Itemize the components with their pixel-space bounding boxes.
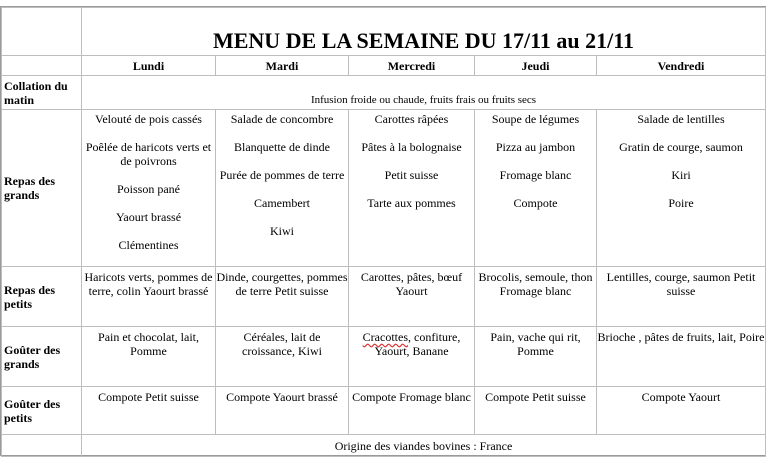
row-label-gouter-petits: Goûter des petits	[2, 387, 82, 435]
dish: Petit suisse	[384, 168, 439, 182]
dish: Salade de lentilles	[637, 112, 725, 126]
corner-cell	[2, 8, 82, 56]
row-label-repas-petits: Repas des petits	[2, 267, 82, 327]
collation-text: Infusion froide ou chaude, fruits frais ou fruits secs	[82, 76, 766, 110]
dish: Poire	[668, 196, 694, 210]
row-label-collation: Collation du matin	[2, 76, 82, 110]
dish: Kiri	[671, 168, 691, 182]
gouter-grands-mercredi-rest: , confiture, Yaourt, Banane	[374, 330, 461, 358]
gouter-petits-mardi: Compote Yaourt brassé	[216, 387, 349, 435]
repas-petits-mercredi: Carottes, pâtes, bœuf Yaourt	[349, 267, 475, 327]
dish: Pâtes à la bolognaise	[361, 140, 462, 154]
repas-grands-jeudi	[475, 110, 597, 267]
gouter-petits-lundi: Compote Petit suisse	[82, 387, 216, 435]
dish: Carottes râpées	[374, 112, 449, 126]
dish: Soupe de légumes	[491, 112, 580, 126]
gouter-grands-jeudi: Pain, vache qui rit, Pomme	[475, 327, 597, 387]
dish: Blanquette de dinde	[234, 140, 330, 154]
dish: Pizza au jambon	[495, 140, 576, 154]
repas-grands-mercredi	[349, 110, 475, 267]
dish: Yaourt brassé	[115, 210, 182, 224]
repas-petits-jeudi: Brocolis, semoule, thon Fromage blanc	[475, 267, 597, 327]
gouter-petits-jeudi: Compote Petit suisse	[475, 387, 597, 435]
dish: Kiwi	[270, 224, 294, 238]
gouter-grands-vendredi: Brioche , pâtes de fruits, lait, Poire	[597, 327, 766, 387]
repas-petits-lundi: Haricots verts, pommes de terre, colin Yaourt brassé	[82, 267, 216, 327]
repas-petits-mardi: Dinde, courgettes, pommes de terre Petit suisse	[216, 267, 349, 327]
menu-table	[1, 7, 766, 457]
dish: Gratin de courge, saumon	[619, 140, 743, 154]
dish: Fromage blanc	[499, 168, 572, 182]
gouter-petits-mercredi: Compote Fromage blanc	[349, 387, 475, 435]
gouter-grands-mardi: Céréales, lait de croissance, Kiwi	[216, 327, 349, 387]
dish: Compote	[513, 196, 558, 210]
day-jeudi: Jeudi	[475, 56, 597, 76]
dish: Poisson pané	[117, 182, 180, 196]
dish: Tarte aux pommes	[367, 196, 456, 210]
day-mercredi: Mercredi	[349, 56, 475, 76]
dish: Velouté de pois cassés	[95, 112, 202, 126]
footer-note: Origine des viandes bovines : France	[82, 435, 766, 457]
row-label-gouter-grands: Goûter des grands	[2, 327, 82, 387]
dish: Clémentines	[118, 238, 179, 252]
dish: Salade de concombre	[230, 112, 334, 126]
repas-grands-mardi	[216, 110, 349, 267]
footer-corner	[2, 435, 82, 457]
gouter-grands-lundi: Pain et chocolat, lait, Pomme	[82, 327, 216, 387]
repas-grands-lundi	[82, 110, 216, 267]
day-vendredi: Vendredi	[597, 56, 766, 76]
row-label-repas-grands: Repas des grands	[2, 110, 82, 267]
page-title: MENU DE LA SEMAINE DU 17/11 au 21/11	[82, 8, 766, 56]
gouter-grands-mercredi	[349, 327, 475, 387]
repas-petits-vendredi: Lentilles, courge, saumon Petit suisse	[597, 267, 766, 327]
day-lundi: Lundi	[82, 56, 216, 76]
dish: Purée de pommes de terre	[219, 168, 345, 182]
spellcheck-word: Cracottes	[362, 330, 408, 344]
gouter-petits-vendredi: Compote Yaourt	[597, 387, 766, 435]
dish: Poêlée de haricots verts et de poivrons	[85, 140, 212, 168]
day-mardi: Mardi	[216, 56, 349, 76]
repas-grands-vendredi	[597, 110, 766, 267]
dish: Camembert	[254, 196, 310, 210]
days-corner	[2, 56, 82, 76]
menu-sheet	[0, 6, 766, 456]
